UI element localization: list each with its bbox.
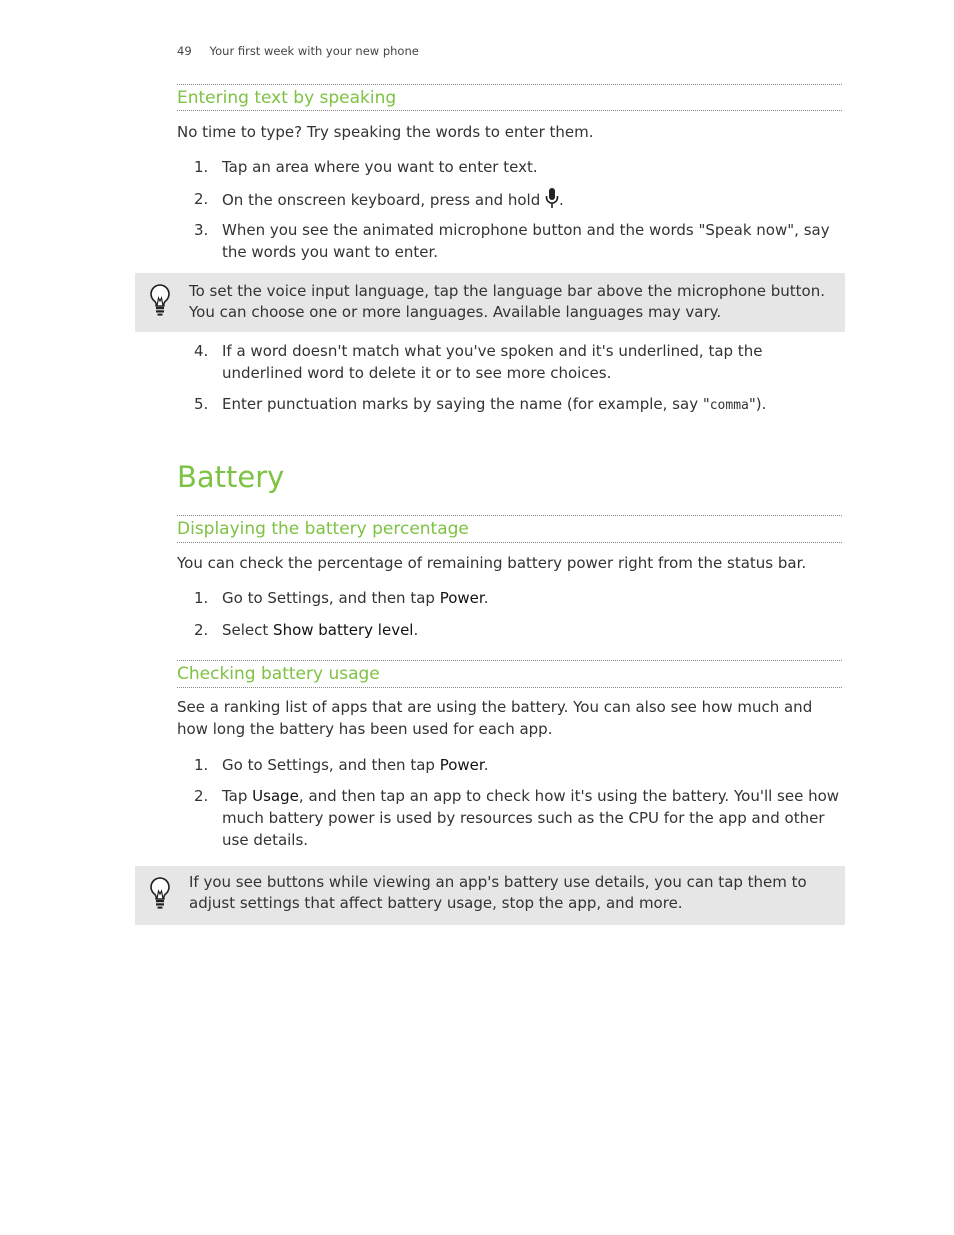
- section-divider: [177, 687, 842, 688]
- intro-speaking: No time to type? Try speaking the words to enter them.: [177, 123, 594, 141]
- microphone-icon: [545, 188, 559, 208]
- ui-label: Usage: [252, 787, 299, 805]
- lightbulb-icon: [148, 283, 172, 317]
- ui-label: Power: [439, 756, 484, 774]
- section-title-checking: Checking battery usage: [177, 664, 380, 684]
- tip-box: [135, 866, 845, 925]
- lightbulb-icon: [148, 876, 172, 910]
- code-text: comma: [709, 398, 749, 413]
- ui-label: Power: [439, 589, 484, 607]
- intro-checking: See a ranking list of apps that are using the battery. You can also see how much and how long the battery has been used for each app.: [177, 698, 813, 738]
- page-title: Battery: [177, 460, 285, 494]
- page-header: [177, 44, 419, 58]
- chapter-title: Your first week with your new phone: [209, 44, 419, 58]
- section-title-speaking: Entering text by speaking: [177, 88, 397, 108]
- section-divider: [177, 542, 842, 543]
- intro-displaying: You can check the percentage of remaining battery power right from the status bar.: [177, 554, 807, 572]
- section-divider: [177, 110, 842, 111]
- tip-box: [135, 273, 845, 332]
- section-divider: [177, 84, 842, 85]
- tip-text: If you see buttons while viewing an app's battery use details, you can tap them to adjust settings that affect battery usage, stop the app, and more.: [189, 873, 807, 912]
- ui-label: Show battery level: [273, 621, 414, 639]
- section-divider: [177, 515, 842, 516]
- section-title-displaying: Displaying the battery percentage: [177, 519, 469, 539]
- section-divider: [177, 660, 842, 661]
- tip-text: To set the voice input language, tap the language bar above the microphone button. You can choose one or more languages. Available languages may vary.: [189, 282, 825, 321]
- page-number: 49: [177, 44, 192, 58]
